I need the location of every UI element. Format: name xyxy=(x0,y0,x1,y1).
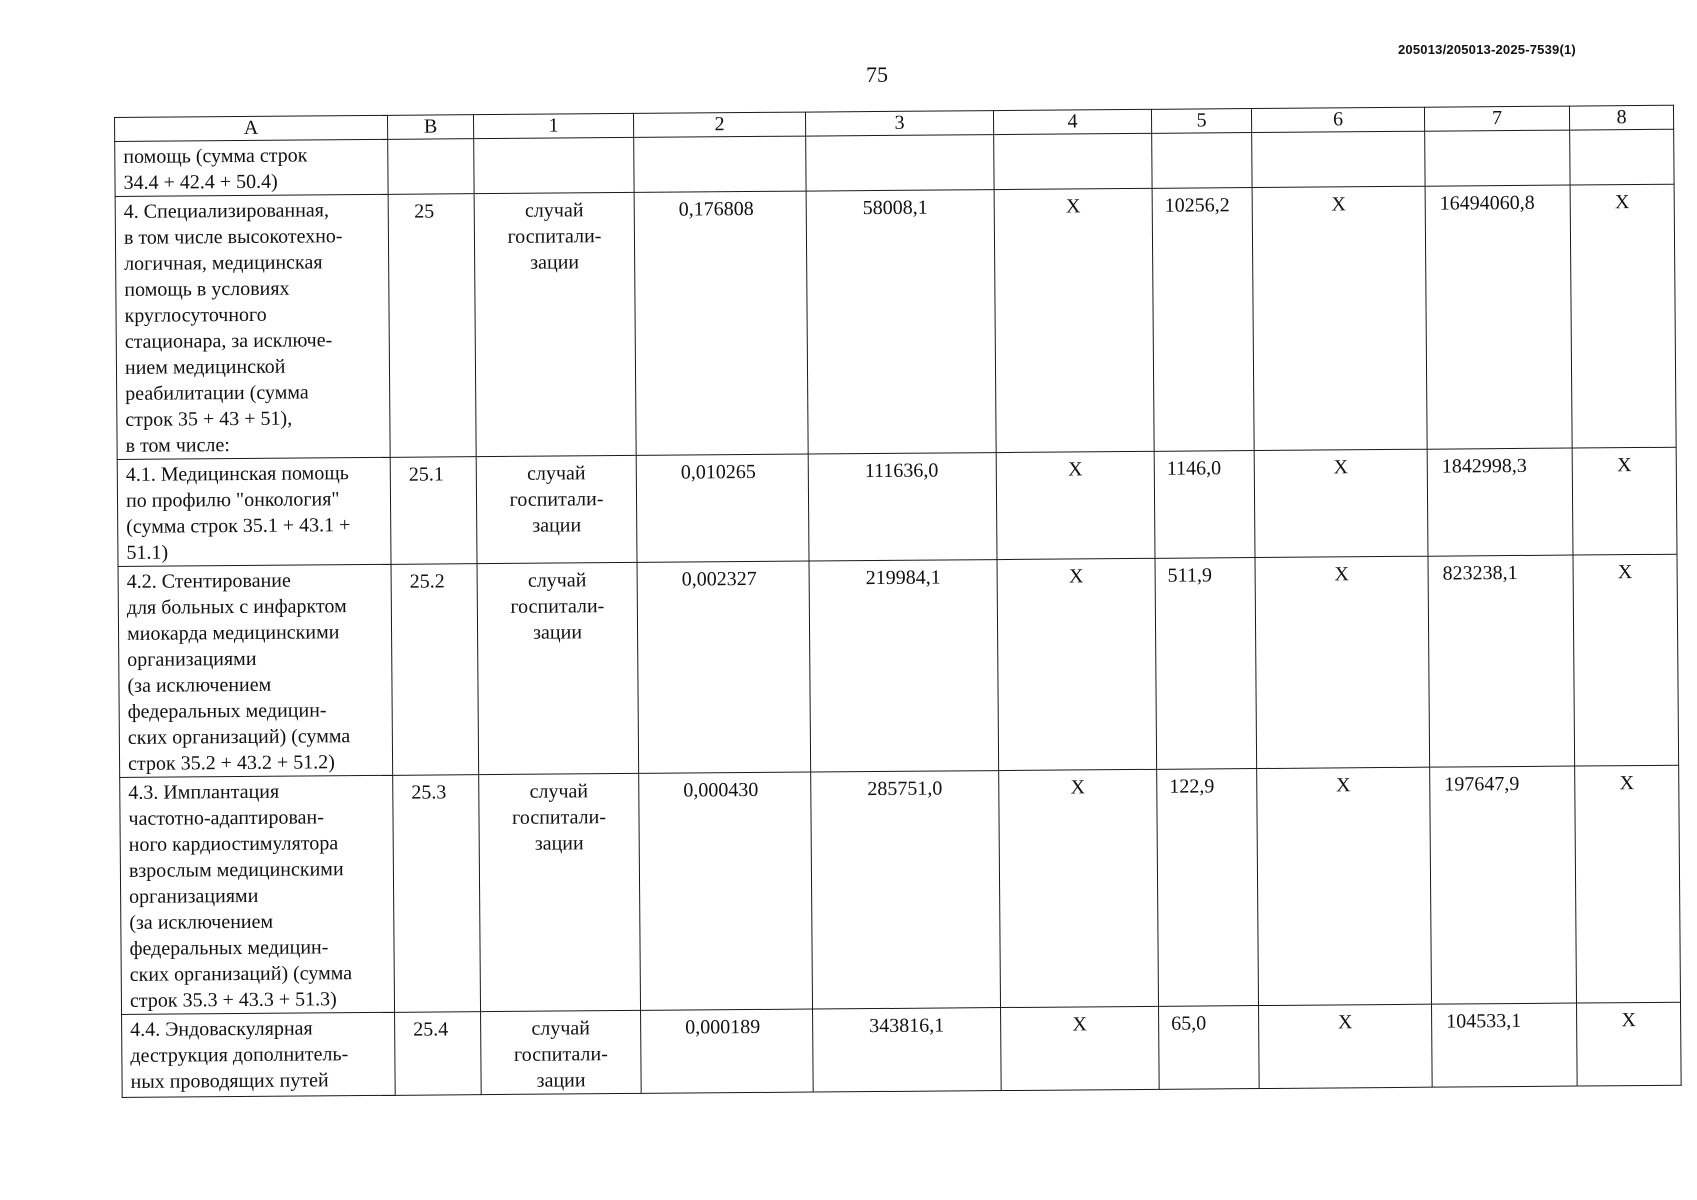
value-cell-col-4: X xyxy=(999,769,1159,1007)
row-name-cell xyxy=(117,457,391,566)
value-cell-col-6: X xyxy=(1255,556,1430,768)
unit-line: госпитали- xyxy=(510,595,605,618)
unit-line: зации xyxy=(530,251,580,274)
row-name-line: стационара, за исключе- xyxy=(124,329,333,353)
value-cell-col-6: X xyxy=(1254,449,1428,557)
value-cell-col-4: X xyxy=(994,188,1154,452)
value-cell-col-2: 0,000430 xyxy=(639,772,813,1010)
table-body xyxy=(115,129,1681,1097)
value-cell-col-4: X xyxy=(1001,1006,1160,1090)
value-cell-col-3 xyxy=(806,135,994,191)
row-name-line: ских организаций) (сумма xyxy=(127,725,351,749)
unit-line: госпитали- xyxy=(509,488,604,511)
value-cell-col-7: 197647,9 xyxy=(1430,766,1577,1004)
value-cell-col-3: 219984,1 xyxy=(809,560,999,772)
unit-line: случай xyxy=(529,780,589,803)
row-name-line: ских организаций) (сумма xyxy=(129,962,353,986)
value-cell-col-6: X xyxy=(1259,1004,1433,1088)
row-code-cell: 25 xyxy=(388,194,476,458)
row-name-line: 34.4 + 42.4 + 50.4) xyxy=(123,170,278,194)
row-name-line: организациями xyxy=(127,647,257,671)
unit-cell xyxy=(474,192,636,456)
table-row xyxy=(120,765,1681,1014)
value-cell-col-7: 16494060,8 xyxy=(1425,185,1572,449)
row-code-cell: 25.1 xyxy=(390,457,477,565)
table-row xyxy=(122,1002,1682,1097)
row-name-line: круглосуточного xyxy=(124,303,267,327)
row-name-line: деструкция дополнитель- xyxy=(130,1043,349,1067)
row-code-cell xyxy=(388,139,474,195)
value-cell-col-3: 58008,1 xyxy=(806,190,996,454)
unit-line: госпитали- xyxy=(507,225,602,248)
row-name-line: федеральных медицин- xyxy=(129,936,329,960)
row-name-line: миокарда медицинскими xyxy=(126,621,340,645)
unit-cell xyxy=(474,137,634,193)
value-cell-col-5: 511,9 xyxy=(1155,558,1257,770)
unit-line: случай xyxy=(527,569,587,592)
unit-cell xyxy=(477,562,639,774)
column-header: 5 xyxy=(1151,109,1251,134)
value-cell-col-8: X xyxy=(1577,1002,1682,1086)
row-name-line: реабилитации (сумма xyxy=(125,381,309,405)
value-cell-col-7: 823238,1 xyxy=(1428,555,1575,767)
row-code-cell: 25.4 xyxy=(395,1012,482,1096)
row-name-line: в том числе: xyxy=(125,434,230,457)
column-header: А xyxy=(115,115,388,141)
value-cell-col-5 xyxy=(1152,133,1252,189)
value-cell-col-4: X xyxy=(997,558,1157,770)
table-row xyxy=(117,447,1677,566)
unit-line: случай xyxy=(526,462,586,485)
value-cell-col-3: 343816,1 xyxy=(813,1008,1002,1092)
row-name-line: 51.1) xyxy=(126,541,169,564)
row-name-line: 4.1. Медицинская помощь xyxy=(125,462,349,486)
row-name-line: (сумма строк 35.1 + 43.1 + xyxy=(126,514,351,538)
data-table-container xyxy=(114,105,1682,1098)
value-cell-col-6: X xyxy=(1252,186,1427,450)
row-code-cell: 25.2 xyxy=(391,564,479,776)
column-header: В xyxy=(387,115,473,140)
row-name-line: 4.3. Имплантация xyxy=(128,780,280,804)
value-cell-col-5: 10256,2 xyxy=(1152,188,1254,452)
column-header: 1 xyxy=(473,113,633,138)
unit-line: случай xyxy=(531,1017,591,1040)
value-cell-col-5: 122,9 xyxy=(1157,769,1259,1007)
unit-line: зации xyxy=(536,1069,586,1092)
row-name-line: ных проводящих путей xyxy=(130,1069,329,1093)
row-name-line: 4. Специализированная, xyxy=(123,199,330,223)
row-name-line: организациями xyxy=(129,884,259,908)
value-cell-col-5: 65,0 xyxy=(1159,1006,1260,1090)
column-header: 7 xyxy=(1424,106,1569,131)
value-cell-col-4: X xyxy=(996,451,1155,559)
value-cell-col-3: 111636,0 xyxy=(808,453,997,561)
row-name-line: строк 35.2 + 43.2 + 51.2) xyxy=(127,751,335,775)
row-name-line: 4.2. Стентирование xyxy=(126,569,291,593)
unit-cell xyxy=(481,1010,642,1094)
unit-cell xyxy=(479,773,641,1011)
unit-line: госпитали- xyxy=(511,806,607,829)
column-header: 6 xyxy=(1251,107,1424,132)
value-cell-col-2: 0,000189 xyxy=(641,1009,814,1093)
unit-line: госпитали- xyxy=(513,1043,608,1066)
column-header: 8 xyxy=(1569,105,1673,130)
row-name-cell xyxy=(122,1012,396,1097)
value-cell-col-2 xyxy=(634,136,806,192)
row-name-line: нием медицинской xyxy=(124,355,286,379)
row-name-line: для больных с инфарктом xyxy=(126,595,347,619)
row-name-line: строк 35.3 + 43.3 + 51.3) xyxy=(129,988,337,1012)
value-cell-col-8 xyxy=(1570,129,1674,185)
unit-line: зации xyxy=(533,621,583,644)
row-name-line: ного кардиостимулятора xyxy=(128,832,339,856)
value-cell-col-8: X xyxy=(1573,554,1679,766)
table-row xyxy=(118,554,1679,777)
value-cell-col-8: X xyxy=(1572,447,1677,555)
row-name-cell xyxy=(120,775,395,1014)
value-cell-col-6: X xyxy=(1257,767,1432,1005)
value-cell-col-2: 0,010265 xyxy=(636,454,809,562)
row-name-line: федеральных медицин- xyxy=(127,699,327,723)
value-cell-col-3: 285751,0 xyxy=(811,771,1001,1009)
unit-cell xyxy=(476,455,637,563)
row-name-line: взрослым медицинскими xyxy=(128,858,344,882)
row-name-cell xyxy=(115,139,388,196)
unit-line: случай xyxy=(524,199,584,222)
column-header: 2 xyxy=(633,112,805,137)
data-table xyxy=(114,105,1682,1098)
column-header: 4 xyxy=(993,109,1151,134)
row-name-line: 4.4. Эндоваскулярная xyxy=(130,1017,313,1041)
row-name-line: в том числе высокотехно- xyxy=(123,225,343,249)
document-id: 205013/205013-2025-7539(1) xyxy=(1398,42,1576,57)
row-name-line: помощь в условиях xyxy=(124,277,290,301)
row-name-line: по профилю "онкология" xyxy=(125,488,340,512)
row-name-line: логичная, медицинская xyxy=(124,251,323,275)
value-cell-col-8: X xyxy=(1575,765,1681,1003)
row-name-line: частотно-адаптирован- xyxy=(128,806,324,830)
page-number: 75 xyxy=(866,62,888,87)
unit-line: зации xyxy=(534,832,584,855)
value-cell-col-2: 0,002327 xyxy=(637,561,811,773)
row-name-line: (за исключением xyxy=(127,673,272,697)
unit-line: зации xyxy=(532,514,582,537)
value-cell-col-5: 1146,0 xyxy=(1154,451,1255,559)
row-name-line: помощь (сумма строк xyxy=(123,144,308,168)
value-cell-col-2: 0,176808 xyxy=(634,191,808,455)
value-cell-col-7: 1842998,3 xyxy=(1427,448,1573,556)
row-name-line: строк 35 + 43 + 51), xyxy=(125,407,293,431)
value-cell-col-8: X xyxy=(1570,184,1676,448)
row-name-cell xyxy=(118,564,393,777)
row-name-line: (за исключением xyxy=(129,910,274,934)
value-cell-col-6 xyxy=(1252,131,1425,187)
row-name-cell xyxy=(115,194,390,459)
value-cell-col-4 xyxy=(994,133,1152,189)
value-cell-col-7 xyxy=(1425,130,1570,186)
table-row xyxy=(115,184,1676,459)
column-header: 3 xyxy=(805,111,993,136)
row-code-cell: 25.3 xyxy=(393,775,481,1013)
value-cell-col-7: 104533,1 xyxy=(1432,1003,1578,1087)
